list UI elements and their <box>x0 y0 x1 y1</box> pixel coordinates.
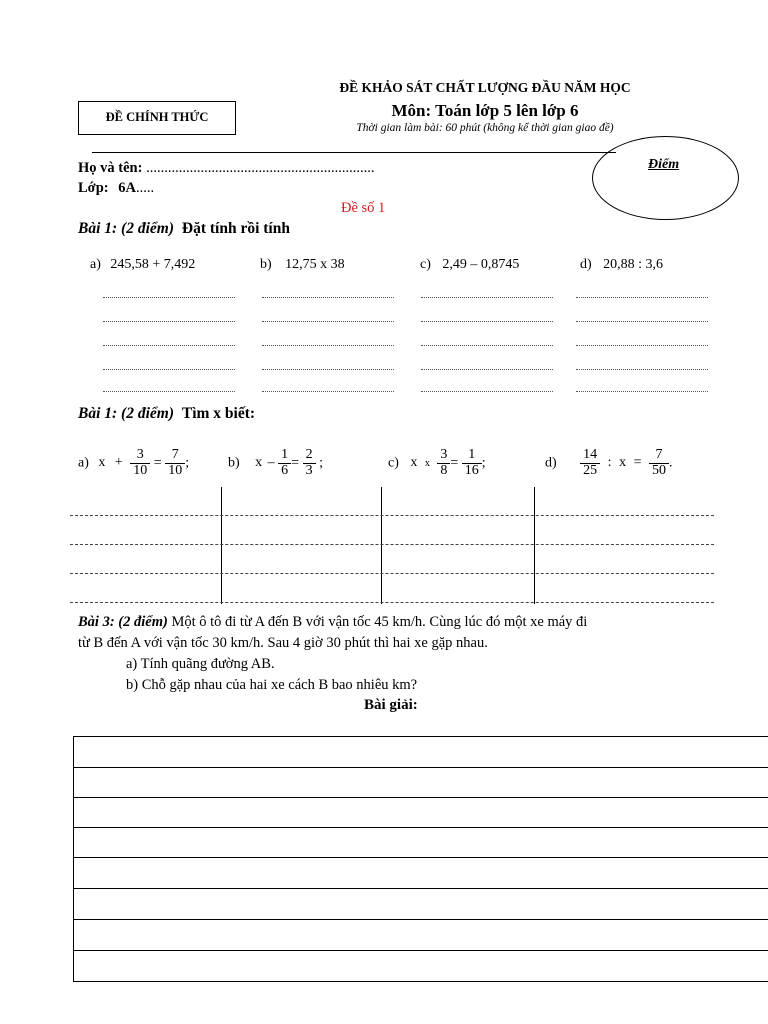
bai1-item-b-label: b) <box>260 257 272 272</box>
answer-line <box>73 767 768 768</box>
bai2-eq-b-end: ; <box>319 455 323 471</box>
exam-title: ĐỀ KHẢO SÁT CHẤT LƯỢNG ĐẦU NĂM HỌC <box>339 80 631 95</box>
student-class-dots: ..... <box>135 180 155 196</box>
bai1-instruction: Đặt tính rồi tính <box>181 220 290 237</box>
bai1-item-d-label: d) <box>580 257 592 272</box>
bai1-dotted-line <box>262 391 394 392</box>
bai1-heading <box>78 220 290 238</box>
bai2-eq-b <box>228 448 323 478</box>
bai1-dotted-line <box>576 345 708 346</box>
answer-box <box>73 736 768 982</box>
bai2-instruction: Tìm x biết: <box>181 405 256 422</box>
bai2-eq-b-label: b) <box>228 455 240 471</box>
exam-time-note: Thời gian làm bài: 60 phút (không kể thời gian giao đề) <box>356 122 614 134</box>
score-label: Điểm <box>648 157 680 172</box>
bai1-item-c <box>420 257 519 273</box>
bai2-eq-c-end: ; <box>481 455 486 471</box>
answer-line <box>73 797 768 798</box>
bai2-eq-a-x: x <box>98 455 106 471</box>
bai3-solution-label: Bài giải: <box>364 697 418 713</box>
bai3-text-line2: từ B đến A với vận tốc 30 km/h. Sau 4 giờ 30 phút thì hai xe gặp nhau. <box>78 635 488 651</box>
bai3-part-b: b) Chỗ gặp nhau của hai xe cách B bao nhiêu km? <box>126 677 418 693</box>
bai2-eq-c-op: x <box>424 458 430 470</box>
bai2-eq-c-eq: = <box>450 455 459 471</box>
bai2-eq-b-x: x <box>255 455 263 471</box>
bai2-eq-d-op: : <box>607 455 612 471</box>
bai1-item-a-expr: 245,58 + 7,492 <box>110 257 196 272</box>
bai3-text-line1: Một ô tô đi từ A đến B với vận tốc 45 km/h. Cùng lúc đó một xe máy đi <box>171 614 588 630</box>
bai1-item-b-expr: 12,75 x 38 <box>285 257 345 272</box>
bai1-dotted-line <box>103 321 235 322</box>
bai1-dotted-line <box>103 391 235 392</box>
bai2-eq-c-frac1: $\frac{3}{8}$ <box>437 448 450 478</box>
answer-line <box>73 857 768 858</box>
bai2-work-line <box>70 602 714 603</box>
bai1-dotted-line <box>262 321 394 322</box>
bai1-title: Bài 1: (2 điểm) <box>78 220 174 237</box>
answer-line <box>73 950 768 951</box>
bai1-item-c-expr: 2,49 – 0,8745 <box>442 257 520 272</box>
bai2-eq-c <box>388 448 486 478</box>
bai2-eq-c-frac2: $\frac{1}{16}$ <box>462 448 482 478</box>
bai1-dotted-line <box>262 369 394 370</box>
bai1-dotted-line <box>262 345 394 346</box>
bai2-eq-a-frac1: $\frac{3}{10}$ <box>130 448 150 478</box>
bai1-dotted-line <box>421 345 553 346</box>
bai2-eq-a-op: + <box>114 455 123 471</box>
bai1-dotted-line <box>421 391 553 392</box>
bai2-col-divider-2 <box>381 487 382 604</box>
bai2-eq-a-eq: = <box>153 455 162 471</box>
bai1-item-a-label: a) <box>90 257 101 272</box>
bai1-dotted-line <box>576 369 708 370</box>
bai1-dotted-line <box>421 369 553 370</box>
bai2-work-line <box>70 544 714 545</box>
bai2-eq-b-frac2: $\frac{2}{3}$ <box>303 448 316 478</box>
student-name-row <box>78 160 374 177</box>
bai2-eq-b-op: – <box>267 455 275 471</box>
bai1-dotted-line <box>421 321 553 322</box>
bai2-eq-a-label: a) <box>78 455 89 471</box>
bai2-eq-b-frac1: $\frac{1}{6}$ <box>278 448 291 478</box>
student-class-label: Lớp: <box>78 180 109 196</box>
bai1-dotted-line <box>576 297 708 298</box>
student-name-label: Họ và tên: <box>78 160 143 176</box>
bai2-eq-d <box>545 448 672 478</box>
header-rule <box>92 152 616 153</box>
bai2-eq-d-eq: = <box>633 455 642 471</box>
bai1-dotted-line <box>576 391 708 392</box>
bai1-item-d-expr: 20,88 : 3,6 <box>603 257 664 272</box>
bai1-dotted-line <box>421 297 553 298</box>
bai2-col-divider-1 <box>221 487 222 604</box>
official-exam-label: ĐỀ CHÍNH THỨC <box>78 101 236 135</box>
bai2-work-line <box>70 515 714 516</box>
bai2-eq-a-frac2: $\frac{7}{10}$ <box>165 448 185 478</box>
bai3-part-a: a) Tính quãng đường AB. <box>126 656 275 672</box>
bai1-item-c-label: c) <box>420 257 431 272</box>
bai2-eq-d-end: . <box>668 455 673 471</box>
bai2-eq-b-eq: = <box>291 455 300 471</box>
bai2-col-divider-3 <box>534 487 535 604</box>
answer-line <box>73 888 768 889</box>
bai2-eq-c-x: x <box>410 455 418 471</box>
bai1-dotted-line <box>262 297 394 298</box>
bai2-eq-a <box>78 448 189 478</box>
answer-line <box>73 919 768 920</box>
bai2-work-line <box>70 573 714 574</box>
bai1-dotted-line <box>103 297 235 298</box>
bai1-dotted-line <box>103 345 235 346</box>
bai1-dotted-line <box>103 369 235 370</box>
bai2-eq-c-label: c) <box>388 455 399 471</box>
bai1-item-a <box>90 257 195 273</box>
answer-line <box>73 827 768 828</box>
student-class-value: 6A <box>118 180 136 196</box>
exam-number: Đề số 1 <box>341 200 386 216</box>
bai2-eq-a-end: ; <box>185 455 190 471</box>
student-class-row <box>78 180 154 197</box>
bai2-heading <box>78 405 255 423</box>
exam-subject: Môn: Toán lớp 5 lên lớp 6 <box>391 101 579 120</box>
bai1-dotted-line <box>576 321 708 322</box>
score-oval <box>592 136 739 220</box>
bai1-item-b <box>260 257 345 273</box>
bai3-title: Bài 3: (2 điểm) <box>78 614 168 630</box>
bai2-eq-d-label: d) <box>545 455 557 471</box>
bai3-line1 <box>78 614 758 631</box>
bai2-eq-d-frac1: $\frac{14}{25}$ <box>580 448 600 478</box>
bai2-eq-d-frac2: $\frac{7}{50}$ <box>649 448 669 478</box>
bai2-eq-d-x: x <box>619 455 627 471</box>
bai1-item-d <box>580 257 663 273</box>
student-name-dots: ............................................................... <box>146 160 375 176</box>
bai2-title: Bài 1: (2 điểm) <box>78 405 174 422</box>
